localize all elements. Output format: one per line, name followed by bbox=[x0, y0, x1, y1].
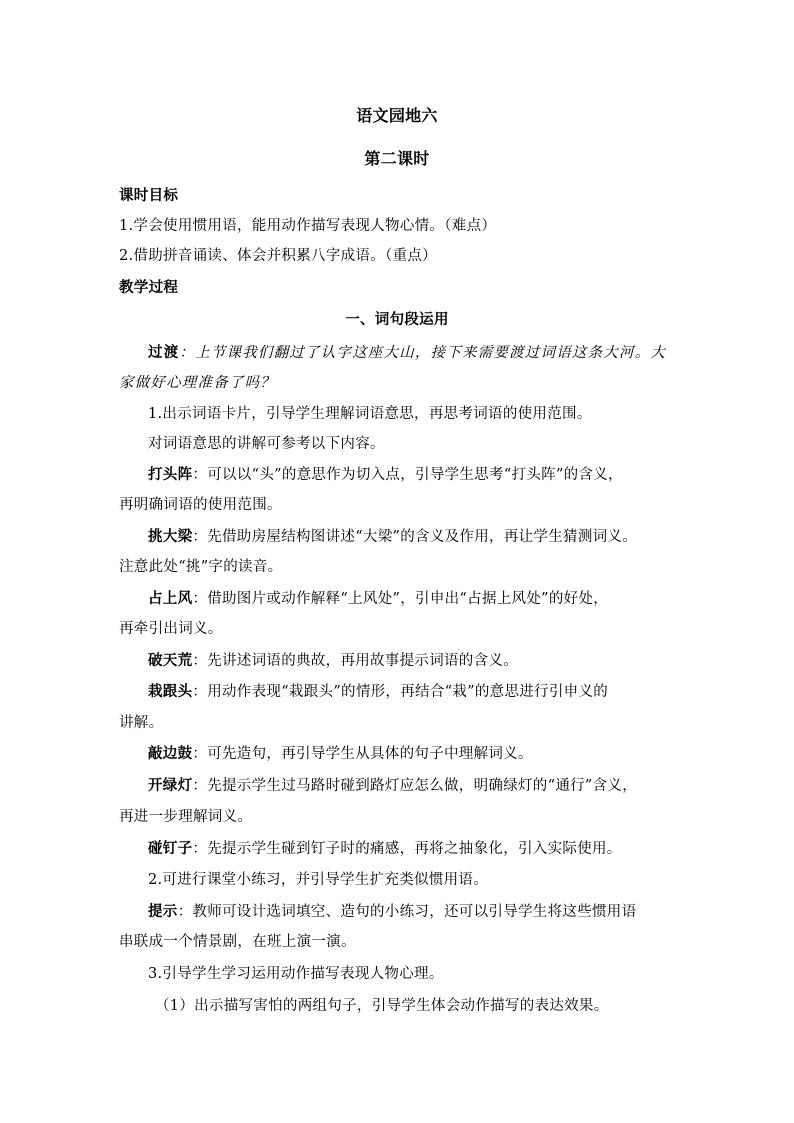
tip-paragraph bbox=[148, 902, 636, 922]
word-item bbox=[148, 744, 533, 764]
doc-title: 语文园地六 bbox=[356, 106, 438, 125]
word-desc: ：用动作表现“栽跟头”的情形，再结合“栽”的意思进行引申义的 bbox=[192, 684, 609, 700]
process-heading: 教学过程 bbox=[119, 279, 179, 296]
word-desc: ：可先造句，再引导学生从具体的句子中理解词义。 bbox=[192, 746, 533, 762]
word-item bbox=[148, 682, 608, 702]
transition-label: 过渡 bbox=[148, 344, 180, 361]
word-term: 敲边鼓 bbox=[148, 745, 193, 762]
word-term: 栽跟头 bbox=[148, 683, 193, 700]
word-desc: ：先提示学生碰到钉子时的痛感，再将之抽象化，引入实际使用。 bbox=[192, 841, 622, 857]
word-item bbox=[148, 589, 608, 609]
step-1: 1.出示词语卡片，引导学生理解词语意思，再思考词语的使用范围。 bbox=[148, 406, 592, 422]
step-3: 3.引导学生学习运用动作描写表现人物心理。 bbox=[148, 966, 444, 982]
word-item bbox=[148, 776, 637, 796]
word-desc: ：可以以“头”的意思作为切入点，引导学生思考“打头阵”的含义， bbox=[192, 467, 623, 483]
word-item bbox=[148, 465, 623, 485]
goal-2: 2.借助拼音诵读、体会并积累八字成语。（重点） bbox=[119, 248, 437, 264]
word-desc-cont: 注意此处“挑”字的读音。 bbox=[119, 559, 283, 575]
transition-text-cont: 家做好心理准备了吗？ bbox=[119, 375, 276, 391]
word-term: 挑大梁 bbox=[148, 528, 193, 545]
tip-text: ：教师可设计选词填空、造句的小练习，还可以引导学生将这些惯用语 bbox=[177, 904, 637, 920]
word-item bbox=[148, 527, 637, 547]
word-term: 破天荒 bbox=[148, 652, 193, 669]
tip-text-cont: 串联成一个情景剧，在班上演一演。 bbox=[119, 934, 356, 950]
word-desc: ：先提示学生过马路时碰到路灯应怎么做，明确绿灯的“通行”含义， bbox=[192, 778, 638, 794]
word-desc-cont: 再明确词语的使用范围。 bbox=[119, 497, 282, 513]
word-desc: ：先讲述词语的典故，再用故事提示词语的含义。 bbox=[192, 653, 519, 669]
section-heading: 一、词句段运用 bbox=[345, 311, 449, 328]
goals-heading: 课时目标 bbox=[119, 187, 179, 204]
word-desc-cont: 再牵引出词义。 bbox=[119, 621, 223, 637]
step-3-sub-1: （1）出示描写害怕的两组句子，引导学生体会动作描写的表达效果。 bbox=[155, 998, 609, 1014]
word-term: 开绿灯 bbox=[148, 777, 193, 794]
word-item bbox=[148, 651, 518, 671]
tip-label: 提示 bbox=[148, 903, 178, 920]
word-term: 占上风 bbox=[148, 590, 193, 607]
word-desc: ：先借助房屋结构图讲述“大梁”的含义及作用，再让学生猜测词义。 bbox=[192, 529, 638, 545]
word-item bbox=[148, 839, 622, 859]
step-2: 2.可进行课堂小练习，并引导学生扩充类似惯用语。 bbox=[148, 872, 489, 888]
step-1-note: 对词语意思的讲解可参考以下内容。 bbox=[148, 436, 385, 452]
transition-paragraph bbox=[148, 343, 666, 363]
word-desc-cont: 再进一步理解词义。 bbox=[119, 809, 253, 825]
word-desc-cont: 讲解。 bbox=[119, 715, 164, 731]
word-term: 打头阵 bbox=[148, 466, 193, 483]
doc-subtitle: 第二课时 bbox=[364, 149, 430, 168]
transition-text: ：上节课我们翻过了认字这座大山，接下来需要渡过词语这条大河。大 bbox=[179, 345, 667, 361]
word-term: 碰钉子 bbox=[148, 840, 193, 857]
goal-1: 1.学会使用惯用语，能用动作描写表现人物心情。（难点） bbox=[119, 218, 497, 234]
word-desc: ：借助图片或动作解释“上风处”，引申出“占据上风处”的好处， bbox=[192, 591, 609, 607]
